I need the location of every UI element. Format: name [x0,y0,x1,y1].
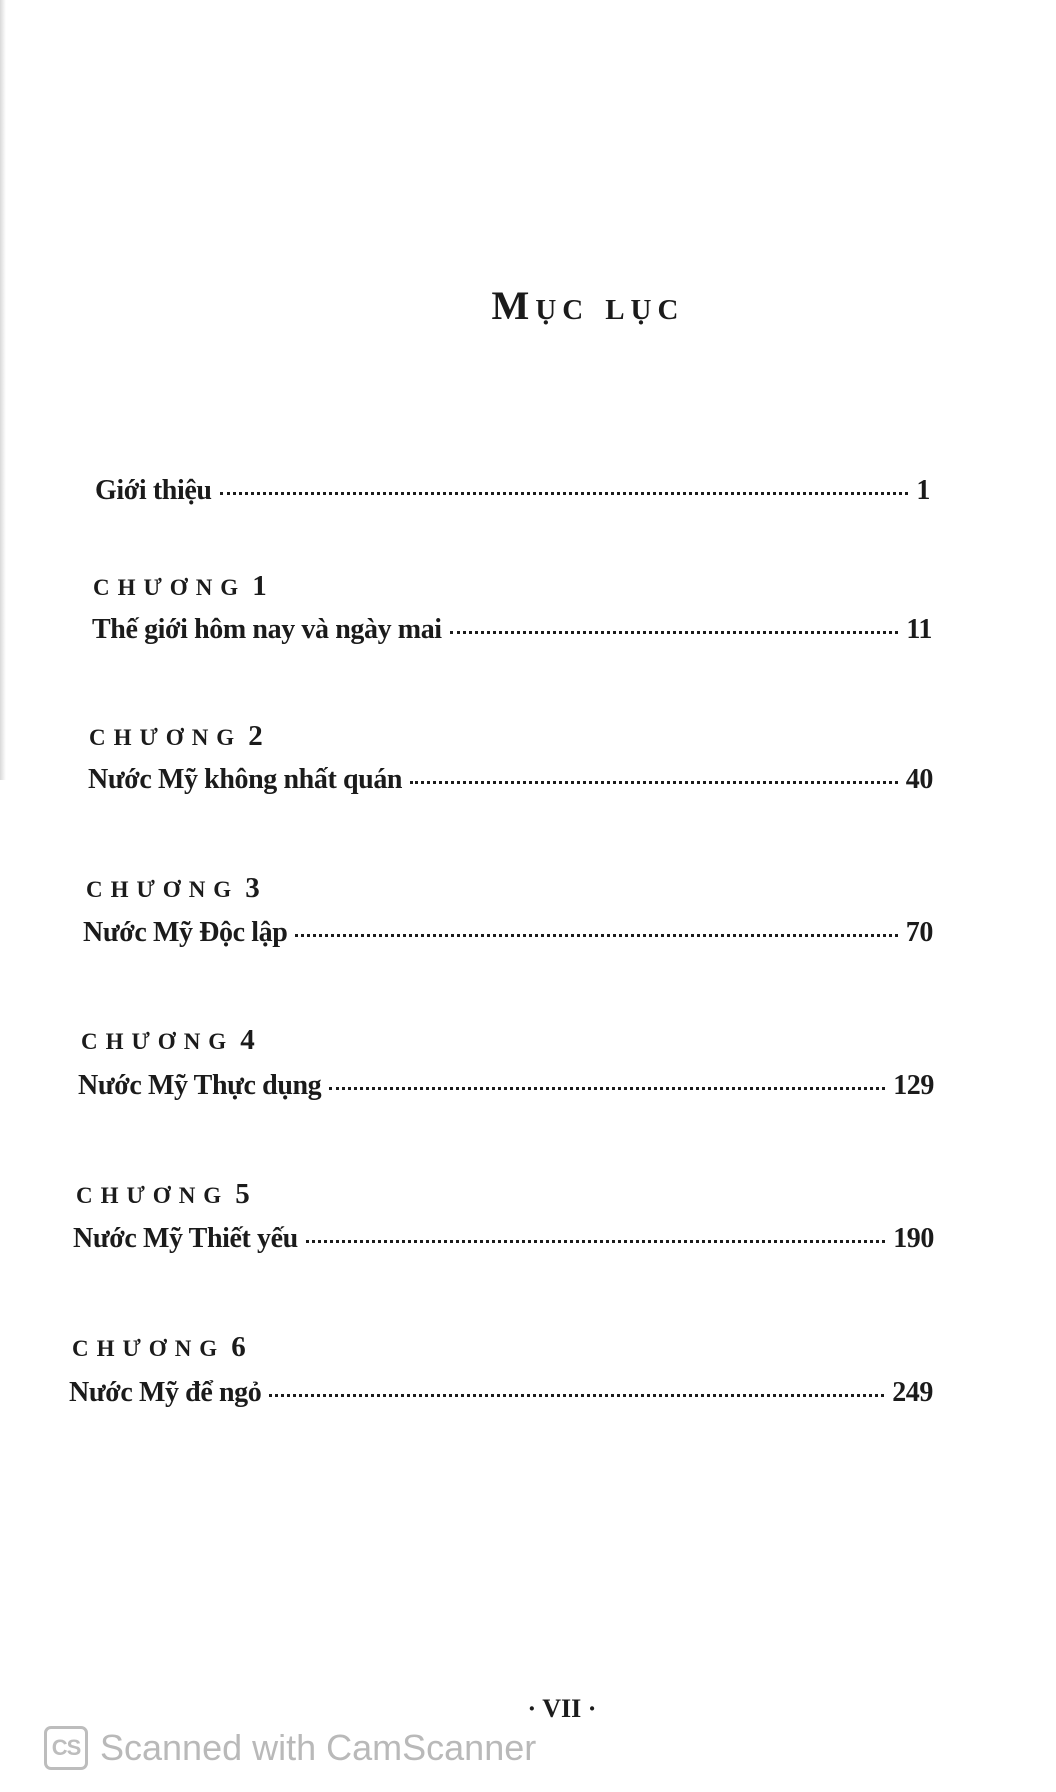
toc-entry-chapter-4[interactable] [78,1070,934,1102]
page-title [60,282,1056,329]
watermark-text: Scanned with CamScanner [100,1727,537,1768]
camscanner-logo-icon: CS [44,1726,88,1770]
chapter-label: CHƯƠNG [81,1029,235,1054]
toc-entry-title: Nước Mỹ Thực dụng [78,1070,322,1101]
toc-entry-chapter-2[interactable] [88,764,933,796]
toc-page-number: 129 [893,1070,934,1101]
toc-entry-title: Nước Mỹ Thiết yếu [73,1223,298,1254]
chapter-label: CHƯƠNG [89,725,243,750]
dot-leader [329,1083,885,1090]
toc-page-number: 190 [893,1223,934,1254]
toc-entry-title: Nước Mỹ để ngỏ [69,1377,262,1408]
chapter-heading-1 [93,570,267,603]
chapter-number: 1 [252,570,267,602]
dot-leader [269,1390,884,1397]
toc-page-number: 249 [892,1377,933,1408]
page-folio: · VII · [527,1694,597,1723]
toc-entry-chapter-5[interactable] [73,1223,934,1255]
toc-entry-title: Giới thiệu [95,475,212,506]
chapter-heading-2 [89,720,263,753]
chapter-number: 5 [235,1178,250,1210]
dot-leader [306,1236,885,1243]
chapter-heading-6 [72,1331,246,1364]
page-edge-shadow [0,0,6,780]
toc-page-number: 1 [916,475,930,506]
title-word-2: LỤC [605,294,685,326]
toc-entry-intro[interactable] [95,475,930,507]
toc-page-number: 40 [905,764,933,795]
camscanner-watermark [44,1726,536,1770]
toc-entry-title: Nước Mỹ Độc lập [83,917,288,948]
chapter-number: 4 [240,1024,255,1056]
toc-entry-chapter-1[interactable] [92,614,932,646]
chapter-label: CHƯƠNG [76,1183,230,1208]
dot-leader [220,488,909,495]
dot-leader [410,777,898,784]
chapter-number: 3 [245,872,260,904]
chapter-heading-5 [76,1178,250,1211]
toc-page-number: 11 [906,614,932,645]
chapter-label: CHƯƠNG [72,1336,226,1361]
chapter-label: CHƯƠNG [93,575,247,600]
chapter-number: 2 [248,720,263,752]
toc-page-number: 70 [905,917,933,948]
chapter-heading-4 [81,1024,255,1057]
toc-entry-title: Thế giới hôm nay và ngày mai [92,614,442,645]
dot-leader [295,930,897,937]
toc-entry-title: Nước Mỹ không nhất quán [88,764,403,795]
title-word-1-rest: ỤC [535,294,590,326]
chapter-heading-3 [86,872,260,905]
chapter-number: 6 [231,1331,246,1363]
dot-leader [450,627,899,634]
title-initial: M [491,283,536,328]
chapter-label: CHƯƠNG [86,877,240,902]
toc-entry-chapter-6[interactable] [69,1377,933,1409]
toc-entry-chapter-3[interactable] [83,917,933,949]
